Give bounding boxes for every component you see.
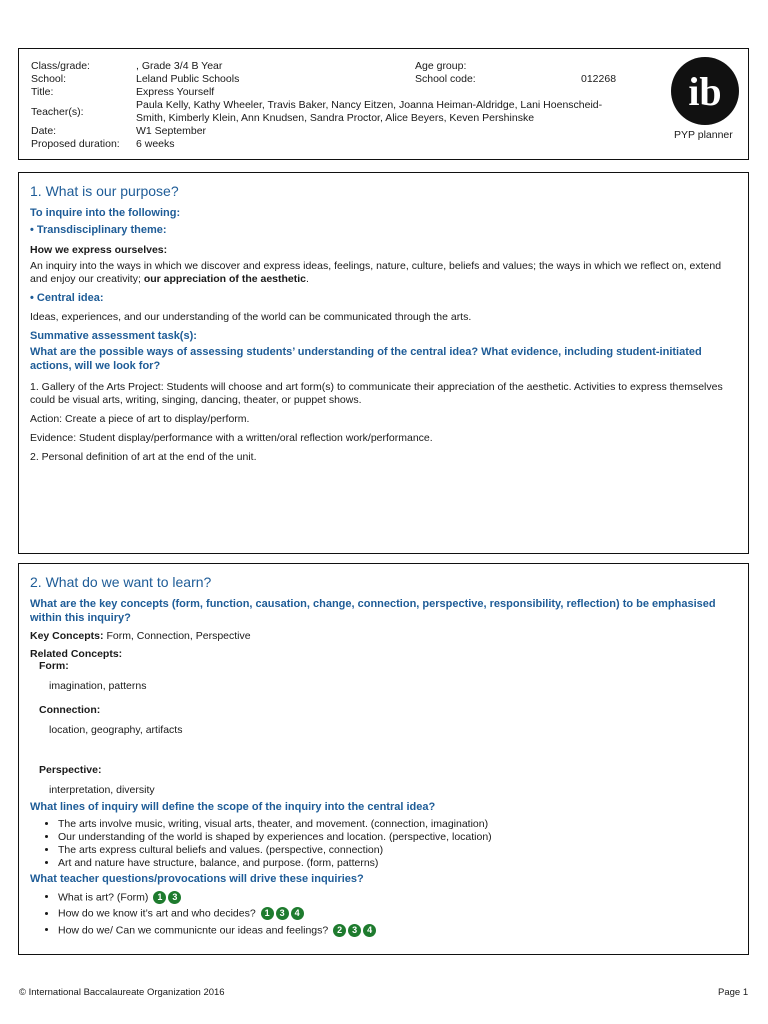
badge: 2 (333, 924, 346, 937)
title-label: Title: (31, 86, 54, 98)
badge: 1 (153, 891, 166, 904)
theme-title: How we express ourselves: (30, 244, 168, 256)
theme-label: • Transdisciplinary theme: (30, 223, 167, 236)
badge: 4 (363, 924, 376, 937)
badge: 3 (348, 924, 361, 937)
badge: 1 (261, 907, 274, 920)
inquire-label: To inquire into the following: (30, 207, 181, 219)
task-2-text: 2. Personal definition of art at the end of the unit. (30, 451, 257, 463)
school-value: Leland Public Schools (136, 73, 240, 85)
school-code-label: School code: (415, 73, 476, 85)
key-concepts-label: Key Concepts: (30, 630, 104, 642)
class-grade-label: Class/grade: (31, 60, 90, 72)
summative-question: What are the possible ways of assessing students’ understanding of the central idea? What evidence, including student-initiated actions, will we look for? (30, 346, 702, 372)
purpose-section (18, 172, 749, 554)
badge: 4 (291, 907, 304, 920)
related-concepts-label: Related Concepts: (30, 648, 123, 660)
central-idea-text: Ideas, experiences, and our understanding of the world can be communicated through the arts. (30, 310, 472, 323)
key-concepts-value: Form, Connection, Perspective (106, 630, 251, 642)
central-idea-label: • Central idea: (30, 292, 104, 304)
ib-logo-text: ib (688, 69, 722, 114)
action-text: Action: Create a piece of art to display/perform. (30, 413, 250, 425)
list-item: • The arts express cultural beliefs and values. (perspective, connection) (58, 844, 738, 857)
lines-list (30, 818, 738, 870)
teachers-line-2: Smith, Kimberly Klein, Ann Knudsen, Sandra Proctor, Alice Beyers, Keven Pershinske (136, 112, 535, 124)
teachers-label: Teacher(s): (31, 106, 84, 118)
class-grade-value: , Grade 3/4 B Year (136, 60, 223, 72)
learn-section (18, 563, 749, 955)
teacher-questions-label: What teacher questions/provocations will drive these inquiries? (30, 872, 364, 885)
list-item: • Our understanding of the world is shaped by experiences and location. (perspective, location) (58, 831, 738, 844)
related-perspective-value: interpretation, diversity (49, 784, 155, 796)
related-form-value: imagination, patterns (49, 680, 147, 692)
related-form-name: Form: (39, 660, 69, 672)
page-number: Page 1 (718, 987, 749, 998)
title-value: Express Yourself (136, 86, 215, 98)
ib-logo (671, 57, 739, 125)
duration-label: Proposed duration: (31, 138, 120, 150)
age-group-label: Age group: (415, 60, 467, 72)
purpose-heading: 1. What is our purpose? (30, 183, 179, 199)
list-item: • Art and nature have structure, balance, and purpose. (form, patterns) (58, 857, 738, 870)
related-connection-value: location, geography, artifacts (49, 724, 183, 736)
key-concepts-line (30, 630, 738, 643)
related-perspective-name: Perspective: (39, 764, 102, 776)
school-label: School: (31, 73, 67, 85)
theme-text-bold: our appreciation of the aesthetic (143, 273, 307, 285)
related-connection-name: Connection: (39, 704, 101, 716)
key-concepts-question: What are the key concepts (form, function, causation, change, connection, perspective, responsibility, reflection) to be emphasised within this inquiry? (30, 598, 716, 624)
copyright-text: © International Baccalaureate Organization 2016 (19, 987, 225, 998)
badge: 3 (168, 891, 181, 904)
list-item: • How do we/ Can we communicnte our ideas and feelings? 2 3 4 (58, 924, 738, 937)
list-item: • What is art? (Form) 1 3 (58, 891, 738, 904)
theme-text: An inquiry into the ways in which we discover and express ideas, feelings, nature, culture, beliefs and values; the ways in which we reflect on, extend and enjoy our creativity; our appreciation of the aesthetic. (30, 260, 722, 285)
header-panel (18, 48, 749, 160)
summative-label: Summative assessment task(s): (30, 329, 197, 342)
task-1-text: 1. Gallery of the Arts Project: Students will choose and art form(s) to communicate their appreciation of the aesthetic. Activities to express themselves could be visual arts, writing, singing, dancing, theater, or puppet shows. (30, 381, 723, 406)
pyp-planner-label: PYP planner (674, 129, 733, 141)
school-code-value: 012268 (581, 73, 617, 85)
learn-heading: 2. What do we want to learn? (30, 574, 212, 590)
list-item: • The arts involve music, writing, visual arts, theater, and movement. (connection, imagination) (58, 818, 738, 831)
teacher-questions-list (30, 891, 738, 937)
date-label: Date: (31, 125, 57, 137)
evidence-text: Evidence: Student display/performance with a written/oral reflection work/performance. (30, 432, 433, 444)
date-value: W1 September (136, 125, 207, 137)
ib-logo-icon (671, 57, 739, 125)
list-item: • How do we know it’s art and who decides? 1 3 4 (58, 907, 738, 920)
teachers-line-1: Paula Kelly, Kathy Wheeler, Travis Baker, Nancy Eitzen, Joanna Heiman-Aldridge, Lani Hoenscheid- (136, 99, 603, 111)
duration-value: 6 weeks (136, 138, 175, 150)
badge: 3 (276, 907, 289, 920)
lines-question: What lines of inquiry will define the scope of the inquiry into the central idea? (30, 801, 436, 813)
